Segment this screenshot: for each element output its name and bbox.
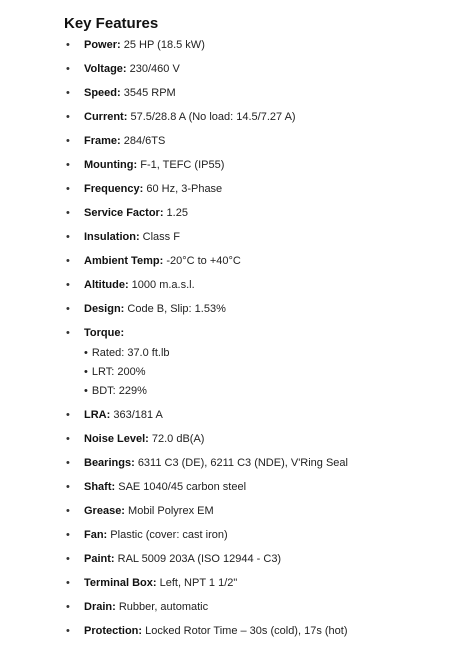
- feature-value: 57.5/28.8 A (No load: 14.5/7.27 A): [130, 111, 296, 123]
- feature-item: [0, 158, 348, 172]
- bullet-icon: •: [66, 457, 70, 469]
- feature-item: [0, 480, 348, 494]
- feature-label: Bearings:: [84, 457, 135, 469]
- feature-value: F-1, TEFC (IP55): [140, 159, 225, 171]
- feature-label: Insulation:: [84, 231, 140, 243]
- bullet-icon: •: [66, 87, 70, 99]
- feature-value: 25 HP (18.5 kW): [123, 39, 205, 51]
- feature-value: -20°C to +40°C: [166, 255, 241, 267]
- bullet-icon: •: [66, 183, 70, 195]
- feature-item: [0, 528, 348, 542]
- feature-label: Altitude:: [84, 279, 129, 291]
- feature-label: Frame:: [84, 135, 121, 147]
- feature-label: Shaft:: [84, 481, 116, 493]
- feature-item: [0, 182, 348, 196]
- bullet-icon: •: [66, 279, 70, 291]
- feature-value: Code B, Slip: 1.53%: [127, 303, 226, 315]
- feature-value: 363/181 A: [113, 409, 163, 421]
- bullet-icon: •: [66, 63, 70, 75]
- sub-bullet-icon: •: [84, 385, 88, 397]
- feature-value: RAL 5009 203A (ISO 12944 - C3): [117, 553, 282, 565]
- feature-item: [0, 326, 348, 398]
- bullet-icon: •: [66, 601, 70, 613]
- bullet-icon: •: [66, 255, 70, 267]
- feature-subitem: [84, 384, 348, 398]
- feature-item: [0, 504, 348, 518]
- bullet-icon: •: [66, 231, 70, 243]
- feature-item: [0, 134, 348, 148]
- bullet-icon: •: [66, 529, 70, 541]
- feature-item: [0, 278, 348, 292]
- sub-bullet-icon: •: [84, 347, 88, 359]
- feature-label: Torque:: [84, 327, 125, 339]
- feature-label: Drain:: [84, 601, 116, 613]
- feature-value: 230/460 V: [129, 63, 180, 75]
- feature-item: [0, 86, 348, 100]
- feature-item: [0, 206, 348, 220]
- feature-label: Power:: [84, 39, 121, 51]
- bullet-icon: •: [66, 433, 70, 445]
- feature-label: Frequency:: [84, 183, 144, 195]
- feature-label: Speed:: [84, 87, 121, 99]
- feature-label: Paint:: [84, 553, 115, 565]
- feature-label: Ambient Temp:: [84, 255, 164, 267]
- feature-value: Locked Rotor Time – 30s (cold), 17s (hot): [145, 625, 348, 637]
- feature-label: LRA:: [84, 409, 111, 421]
- feature-label: Fan:: [84, 529, 108, 541]
- bullet-icon: •: [66, 207, 70, 219]
- feature-label: Noise Level:: [84, 433, 149, 445]
- sub-bullet-icon: •: [84, 366, 88, 378]
- feature-label: Mounting:: [84, 159, 138, 171]
- feature-item: [0, 230, 348, 244]
- feature-value: 1000 m.a.s.l.: [131, 279, 195, 291]
- feature-value: Plastic (cover: cast iron): [110, 529, 228, 541]
- feature-item: [0, 624, 348, 638]
- feature-value: 3545 RPM: [123, 87, 176, 99]
- feature-value: SAE 1040/45 carbon steel: [118, 481, 247, 493]
- feature-value: 1.25: [166, 207, 188, 219]
- bullet-icon: •: [66, 505, 70, 517]
- feature-value: Left, NPT 1 1/2": [159, 577, 238, 589]
- feature-sublist: [84, 346, 348, 398]
- feature-subitem: [84, 346, 348, 360]
- bullet-icon: •: [66, 39, 70, 51]
- feature-label: Terminal Box:: [84, 577, 157, 589]
- feature-label: Protection:: [84, 625, 143, 637]
- section-heading: Key Features: [64, 15, 159, 32]
- feature-subitem-text: Rated: 37.0 ft.lb: [91, 347, 170, 359]
- feature-item: [0, 408, 348, 422]
- feature-item: [0, 302, 348, 316]
- feature-subitem-text: BDT: 229%: [91, 385, 147, 397]
- feature-value: 6311 C3 (DE), 6211 C3 (NDE), V'Ring Seal: [137, 457, 348, 469]
- feature-label: Design:: [84, 303, 125, 315]
- feature-subitem-text: LRT: 200%: [91, 366, 146, 378]
- bullet-icon: •: [66, 577, 70, 589]
- feature-label: Current:: [84, 111, 128, 123]
- feature-value: Class F: [142, 231, 180, 243]
- feature-item: [0, 62, 348, 76]
- feature-item: [0, 432, 348, 446]
- feature-value: 60 Hz, 3-Phase: [146, 183, 223, 195]
- features-list: [0, 38, 348, 648]
- bullet-icon: •: [66, 303, 70, 315]
- feature-item: [0, 552, 348, 566]
- feature-item: [0, 110, 348, 124]
- bullet-icon: •: [66, 159, 70, 171]
- feature-value: 72.0 dB(A): [151, 433, 205, 445]
- feature-label: Grease:: [84, 505, 125, 517]
- feature-subitem: [84, 365, 348, 379]
- bullet-icon: •: [66, 135, 70, 147]
- feature-item: [0, 576, 348, 590]
- bullet-icon: •: [66, 625, 70, 637]
- feature-item: [0, 456, 348, 470]
- bullet-icon: •: [66, 111, 70, 123]
- feature-item: [0, 38, 348, 52]
- feature-item: [0, 254, 348, 268]
- feature-value: Rubber, automatic: [118, 601, 209, 613]
- feature-item: [0, 600, 348, 614]
- feature-label: Service Factor:: [84, 207, 164, 219]
- feature-value: Mobil Polyrex EM: [128, 505, 214, 517]
- feature-value: 284/6TS: [123, 135, 166, 147]
- bullet-icon: •: [66, 481, 70, 493]
- feature-label: Voltage:: [84, 63, 127, 75]
- bullet-icon: •: [66, 327, 70, 339]
- bullet-icon: •: [66, 409, 70, 421]
- bullet-icon: •: [66, 553, 70, 565]
